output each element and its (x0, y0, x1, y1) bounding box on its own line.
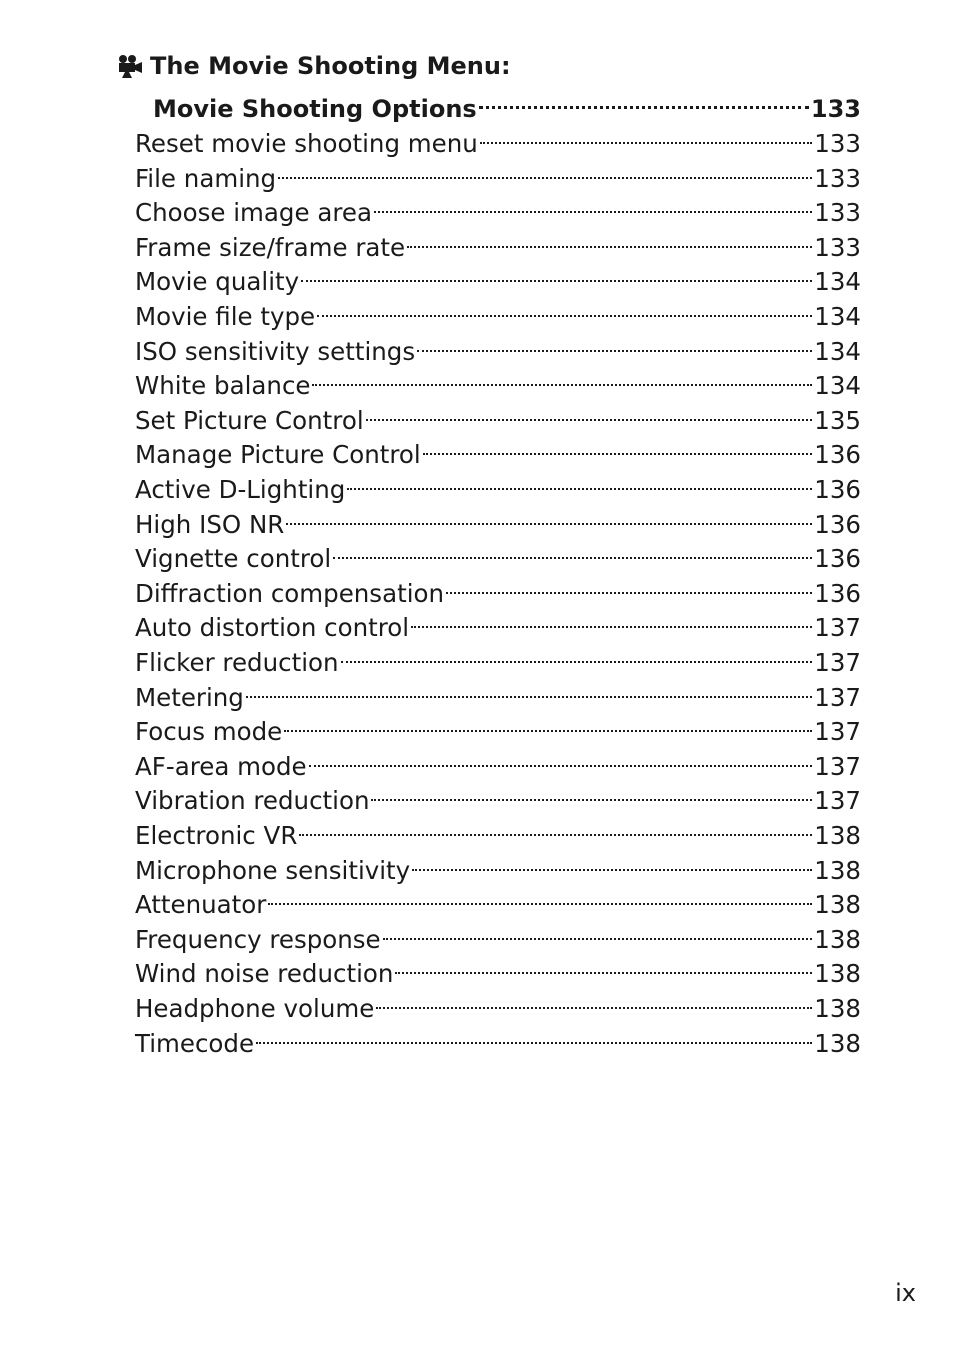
toc-entry[interactable] (135, 187, 861, 228)
toc-entry[interactable] (135, 741, 861, 781)
leader-dots (395, 948, 812, 982)
page-number: 133 (814, 232, 861, 262)
toc-entry[interactable] (135, 810, 861, 850)
page-number: 138 (814, 994, 861, 1023)
toc-entry[interactable] (135, 1018, 861, 1058)
section-heading[interactable] (116, 48, 511, 84)
leader-dots (479, 83, 809, 117)
entry-label: Frame size/frame rate (135, 232, 406, 262)
toc-entry[interactable] (135, 499, 861, 539)
toc-entry[interactable] (135, 153, 861, 193)
page-number: 138 (814, 959, 861, 989)
entry-label: Vibration reduction (135, 786, 370, 816)
page-number: 135 (814, 405, 861, 435)
entry-label: White balance (135, 371, 311, 401)
toc-entry[interactable] (135, 118, 861, 158)
page-number: 136 (814, 509, 861, 539)
leader-dots (480, 118, 812, 152)
leader-dots (412, 845, 812, 879)
page-number: 138 (814, 855, 861, 885)
leader-dots (341, 637, 813, 671)
toc-entry[interactable] (135, 706, 861, 747)
leader-dots (309, 741, 813, 775)
entry-label: Movie quality (135, 267, 300, 297)
page-number: 136 (814, 440, 861, 470)
entry-label: Set Picture Control (135, 405, 364, 435)
entry-label: Auto distortion control (135, 613, 410, 643)
leader-dots (376, 983, 812, 1017)
page-number: 137 (814, 717, 861, 747)
subsection-heading[interactable] (153, 83, 861, 123)
page-number: 134 (814, 267, 861, 297)
entry-label: Headphone volume (135, 994, 375, 1023)
entry-label: Choose image area (135, 198, 372, 228)
page-number: 137 (814, 786, 861, 816)
entry-label: High ISO NR (135, 509, 285, 539)
toc-entry[interactable] (135, 395, 861, 435)
page-number: 133 (810, 95, 861, 123)
entry-label: Wind noise reduction (135, 959, 394, 989)
entry-label: Active D-Lighting (135, 475, 346, 504)
subsection-heading-title: Movie Shooting Options (153, 95, 477, 123)
toc-entry[interactable] (135, 222, 861, 262)
page-number: 138 (814, 890, 861, 920)
leader-dots (256, 1018, 812, 1052)
page-number: 134 (814, 302, 861, 331)
page-number: 134 (814, 371, 861, 401)
entry-label: Movie file type (135, 302, 316, 331)
toc-entry[interactable] (135, 637, 861, 677)
toc-entry[interactable] (135, 429, 861, 470)
leader-dots (423, 429, 813, 463)
leader-dots (417, 326, 812, 360)
entry-label: Manage Picture Control (135, 440, 421, 470)
entry-label: Focus mode (135, 717, 283, 747)
toc-entry[interactable] (135, 879, 861, 920)
entry-label: Attenuator (135, 890, 267, 920)
entry-label: Metering (135, 682, 244, 712)
toc-entry[interactable] (135, 360, 861, 401)
page-number: 137 (814, 682, 861, 712)
entry-label: Diffraction compensation (135, 578, 445, 608)
toc-entry[interactable] (135, 464, 861, 504)
leader-dots (374, 187, 812, 221)
entry-label: Frequency response (135, 924, 381, 954)
page-number: 133 (814, 198, 861, 228)
page-folio: ix (895, 1279, 916, 1307)
page-number: 133 (814, 163, 861, 193)
page-number: 138 (814, 821, 861, 850)
page-number: 136 (814, 475, 861, 504)
toc-entry[interactable] (135, 326, 861, 366)
entry-label: Timecode (135, 1028, 255, 1058)
entry-label: AF-area mode (135, 751, 307, 781)
entry-label: Flicker reduction (135, 648, 339, 677)
leader-dots (446, 568, 812, 602)
leader-dots (366, 395, 813, 429)
toc-entry[interactable] (135, 256, 861, 297)
toc-entry[interactable] (135, 602, 861, 643)
leader-dots (312, 360, 812, 394)
leader-dots (268, 879, 812, 913)
page-number: 137 (814, 751, 861, 781)
entry-label: Electronic VR (135, 821, 298, 850)
entry-label: Reset movie shooting menu (135, 129, 478, 158)
leader-dots (347, 464, 812, 498)
leader-dots (286, 499, 812, 533)
toc-entry[interactable] (135, 845, 861, 885)
entry-label: File naming (135, 163, 277, 193)
page-number: 137 (814, 648, 861, 677)
leader-dots (383, 914, 813, 948)
page-number: 136 (814, 544, 861, 574)
toc-entry[interactable] (135, 533, 861, 574)
toc-entry[interactable] (135, 948, 861, 989)
entry-label: Microphone sensitivity (135, 855, 411, 885)
toc-entry[interactable] (135, 291, 861, 331)
page-number: 138 (814, 924, 861, 954)
leader-dots (411, 602, 812, 636)
page-number: 133 (814, 129, 861, 158)
leader-dots (246, 672, 812, 706)
leader-dots (278, 153, 812, 187)
toc-entry[interactable] (135, 914, 861, 954)
page-number: 138 (814, 1028, 861, 1058)
page-number: 136 (814, 578, 861, 608)
toc-entry[interactable] (135, 672, 861, 712)
leader-dots (371, 775, 812, 809)
toc-entry[interactable] (135, 568, 861, 608)
section-heading-title: The Movie Shooting Menu: (150, 52, 511, 80)
leader-dots (317, 291, 812, 325)
leader-dots (333, 533, 812, 567)
entry-label: ISO sensitivity settings (135, 336, 416, 366)
leader-dots (407, 222, 812, 256)
leader-dots (301, 256, 812, 290)
toc-entry[interactable] (135, 775, 861, 816)
movie-camera-icon (116, 54, 144, 78)
leader-dots (284, 706, 812, 740)
page-number: 137 (814, 613, 861, 643)
page-number: 134 (814, 336, 861, 366)
toc-entry[interactable] (135, 983, 861, 1023)
leader-dots (299, 810, 812, 844)
entry-label: Vignette control (135, 544, 332, 574)
